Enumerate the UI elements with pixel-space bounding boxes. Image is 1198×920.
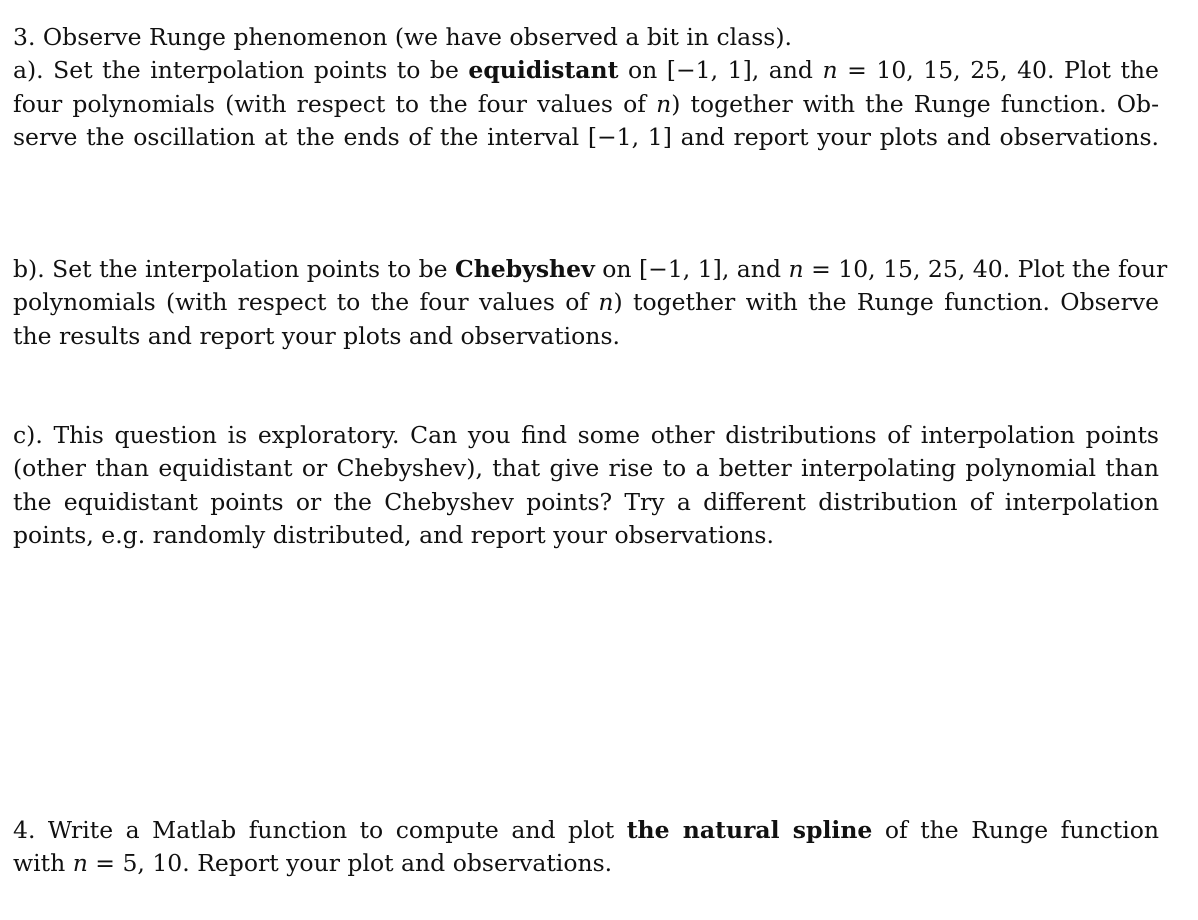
part-a-line-3 (13, 121, 1159, 154)
equals-sign: = (87, 849, 123, 878)
part-a-text: a). Set the interpolation points to be (13, 56, 469, 85)
question-4-text: . Report your plot and observations. (182, 849, 613, 878)
question-3-part-c (13, 419, 1159, 552)
part-a-text: four polynomials (with respect to the four values of (13, 89, 657, 118)
question-4 (13, 814, 1159, 881)
interval-expression: [−1, 1] (587, 122, 672, 151)
part-c-line-4: points, e.g. randomly distributed, and report your observations. (13, 520, 774, 549)
part-a-text: serve the oscillation at the ends of the interval (13, 122, 588, 151)
emphasis-equidistant: equidistant (468, 56, 619, 85)
part-b-text: on (594, 255, 639, 283)
part-b-line-3: the results and report your plots and observations. (13, 321, 620, 350)
question-4-text: with (13, 849, 73, 878)
question-3-part-b (13, 253, 1168, 353)
emphasis-chebyshev: Chebyshev (455, 255, 595, 283)
part-c-line-3: the equidistant points or the Chebyshev points? Try a different distribution of interpolation (13, 487, 1159, 516)
question-4-text: of the Runge function (872, 816, 1159, 844)
part-b-line-2 (13, 286, 1159, 319)
question-4-text: 4. Write a Matlab function to compute and plot (13, 816, 627, 844)
part-a-text: ) together with the Runge function. Ob- (671, 89, 1160, 118)
variable-n: n (788, 255, 804, 283)
interval-expression: [−1, 1] (666, 56, 752, 85)
variable-n: n (656, 89, 672, 118)
n-values: 5, 10 (122, 849, 183, 878)
n-values: 10, 15, 25, 40 (838, 255, 1003, 283)
part-a-text: on (618, 56, 667, 85)
part-c-line-1: c). This question is exploratory. Can you find some other distributions of interpolation points (13, 421, 1159, 449)
part-b-text: b). Set the interpolation points to be (13, 255, 455, 283)
part-b-line-1 (13, 253, 1168, 286)
variable-n: n (72, 849, 88, 878)
part-a-line-2 (13, 88, 1159, 121)
equals-sign: = (803, 255, 839, 283)
part-a-text: . Plot the (1047, 56, 1159, 85)
variable-n: n (598, 288, 614, 317)
part-a-line-1 (13, 54, 1159, 87)
part-b-text: . Plot the four (1002, 255, 1168, 283)
question-3-heading: 3. Observe Runge phenomenon (we have observed a bit in class). (13, 23, 792, 51)
question-4-line-1 (13, 814, 1159, 847)
part-b-text: ) together with the Runge function. Observe (613, 288, 1159, 317)
part-b-text: polynomials (with respect to the four values of (13, 288, 599, 317)
question-3 (13, 21, 1159, 154)
part-a-text: and report your plots and observations. (671, 122, 1159, 151)
equals-sign: = (837, 56, 877, 85)
part-b-text: , and (721, 255, 789, 283)
emphasis-natural-spline: the natural spline (626, 816, 873, 844)
variable-n: n (822, 56, 838, 85)
question-4-line-2 (13, 847, 1159, 880)
n-values: 10, 15, 25, 40 (876, 56, 1048, 85)
part-a-text: , and (751, 56, 823, 85)
interval-expression: [−1, 1] (638, 255, 722, 283)
part-c-line-2: (other than equidistant or Chebyshev), that give rise to a better interpolating polynomial than (13, 454, 1159, 483)
